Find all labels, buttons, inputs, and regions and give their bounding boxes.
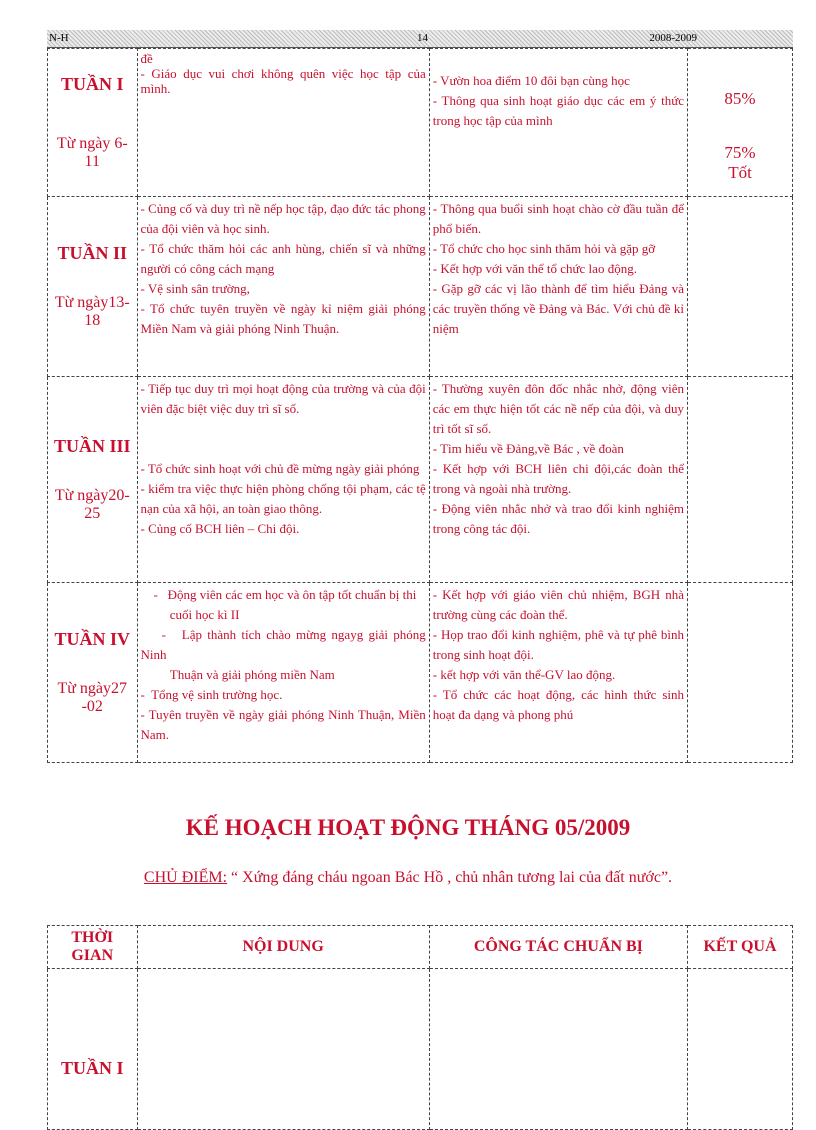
content-cell: [137, 969, 429, 1130]
result-value: Tốt: [728, 163, 752, 182]
table-row: [48, 969, 793, 1130]
preparation-cell: - Thông qua buổi sinh hoạt chào cờ đầu tuần để phổ biến. - Tổ chức cho học sinh thăm hỏi và gặp gỡ - Kết hợp với văn thể tổ chức lao động. - Gặp gỡ các vị lão thành để tìm hiểu Đảng và các truyền thống về Đảng và Bác. Với chủ đề kỉ niệm: [429, 197, 687, 377]
week-title: TUẦN IV: [54, 629, 131, 649]
column-header-result: KẾT QUẢ: [688, 926, 793, 969]
monthly-plan-table: [47, 925, 793, 1130]
result-cell: [688, 377, 793, 583]
column-header-time: THỜI GIAN: [48, 926, 138, 969]
week-dates: Từ ngày20-25: [54, 487, 130, 522]
result-value: 75%: [724, 143, 756, 162]
result-cell: [688, 49, 793, 197]
preparation-cell: - Thường xuyên đôn đốc nhắc nhở, động viên các em thực hiện tốt các nề nếp của đội, và duy trì tốt sĩ số. - Tìm hiểu về Đảng,về Bác , về đoàn - Kết hợp với BCH liên chi đội,các đoàn thể trong và ngoài nhà trường. - Động viên nhắc nhở và trao đổi kinh nghiệm trong công tác đội.: [429, 377, 687, 583]
page-header: [47, 30, 793, 48]
page-number: 14: [417, 32, 428, 44]
table-row: [48, 49, 793, 197]
week-title: TUẦN II: [57, 243, 128, 263]
week-dates: Từ ngày 6-11: [56, 135, 128, 170]
week-cell: [48, 49, 138, 197]
week-dates: Từ ngày27 -02: [57, 680, 128, 715]
preparation-cell: - Vườn hoa điểm 10 đôi bạn cùng học - Thông qua sinh hoạt giáo dục các em ý thức trong học tập của mình: [429, 49, 687, 197]
table-row: [48, 377, 793, 583]
column-header-preparation: CÔNG TÁC CHUẨN BỊ: [429, 926, 687, 969]
weekly-plan-table: [47, 48, 793, 763]
week-title: TUẦN I: [48, 969, 138, 1130]
content-cell: đề - Giáo dục vui chơi không quên việc học tập của mình.: [137, 49, 429, 197]
preparation-cell: - Kết hợp với giáo viên chủ nhiệm, BGH nhà trường cùng các đoàn thể. - Họp trao đổi kinh nghiệm, phê và tự phê bình trong sinh hoạt đội. - kết hợp với văn thể-GV lao động. - Tổ chức các hoạt động, các hình thức sinh hoạt đa dạng và phong phú: [429, 583, 687, 763]
result-value: 85%: [724, 89, 756, 108]
table-row: [48, 583, 793, 763]
week-title: TUẦN I: [61, 74, 124, 94]
preparation-cell: [429, 969, 687, 1130]
week-cell: [48, 583, 138, 763]
content-cell: - Củng cố và duy trì nề nếp học tập, đạo đức tác phong của đội viên và học sinh. - Tổ chức thăm hỏi các anh hùng, chiến sĩ và những người có công cách mạng - Vệ sinh sân trường, - Tổ chức tuyên truyền về ngày kỉ niệm giải phóng Miền Nam và giải phóng Ninh Thuận.: [137, 197, 429, 377]
content-cell: - Tiếp tục duy trì mọi hoạt động của trường và của đội viên đặc biệt việc duy trì sĩ số. - Tổ chức sinh hoạt với chủ đề mừng ngày giải phóng - kiểm tra việc thực hiện phòng chống tội phạm, các tệ nạn của xã hội, an toàn giao thông. - Củng cố BCH liên – Chi đội.: [137, 377, 429, 583]
result-cell: [688, 197, 793, 377]
result-cell: [688, 969, 793, 1130]
header-year: 2008-2009: [649, 32, 697, 44]
theme-text: “ Xứng đáng cháu ngoan Bác Hồ , chủ nhân tương lai của đất nước”.: [227, 869, 673, 886]
week-cell: [48, 197, 138, 377]
plan-theme: [0, 869, 816, 887]
column-header-content: NỘI DUNG: [137, 926, 429, 969]
plan-title: KẾ HOẠCH HOẠT ĐỘNG THÁNG 05/2009: [185, 815, 631, 840]
header-left-text: N-H: [49, 32, 69, 44]
content-cell: - Động viên các em học và ôn tập tốt chuẩn bị thi cuối học kì II - Lập thành tích chào mừng ngayg giải phóng Ninh Thuận và giải phóng miền Nam - Tổng vệ sinh trường học. - Tuyên truyền về ngày giải phóng Ninh Thuận, Miền Nam.: [137, 583, 429, 763]
table-header-row: [48, 926, 793, 969]
week-title: TUẦN III: [53, 436, 131, 456]
week-cell: [48, 377, 138, 583]
theme-label: CHỦ ĐIỂM:: [143, 869, 228, 886]
week-dates: Từ ngày13-18: [54, 294, 130, 329]
table-row: [48, 197, 793, 377]
result-cell: [688, 583, 793, 763]
